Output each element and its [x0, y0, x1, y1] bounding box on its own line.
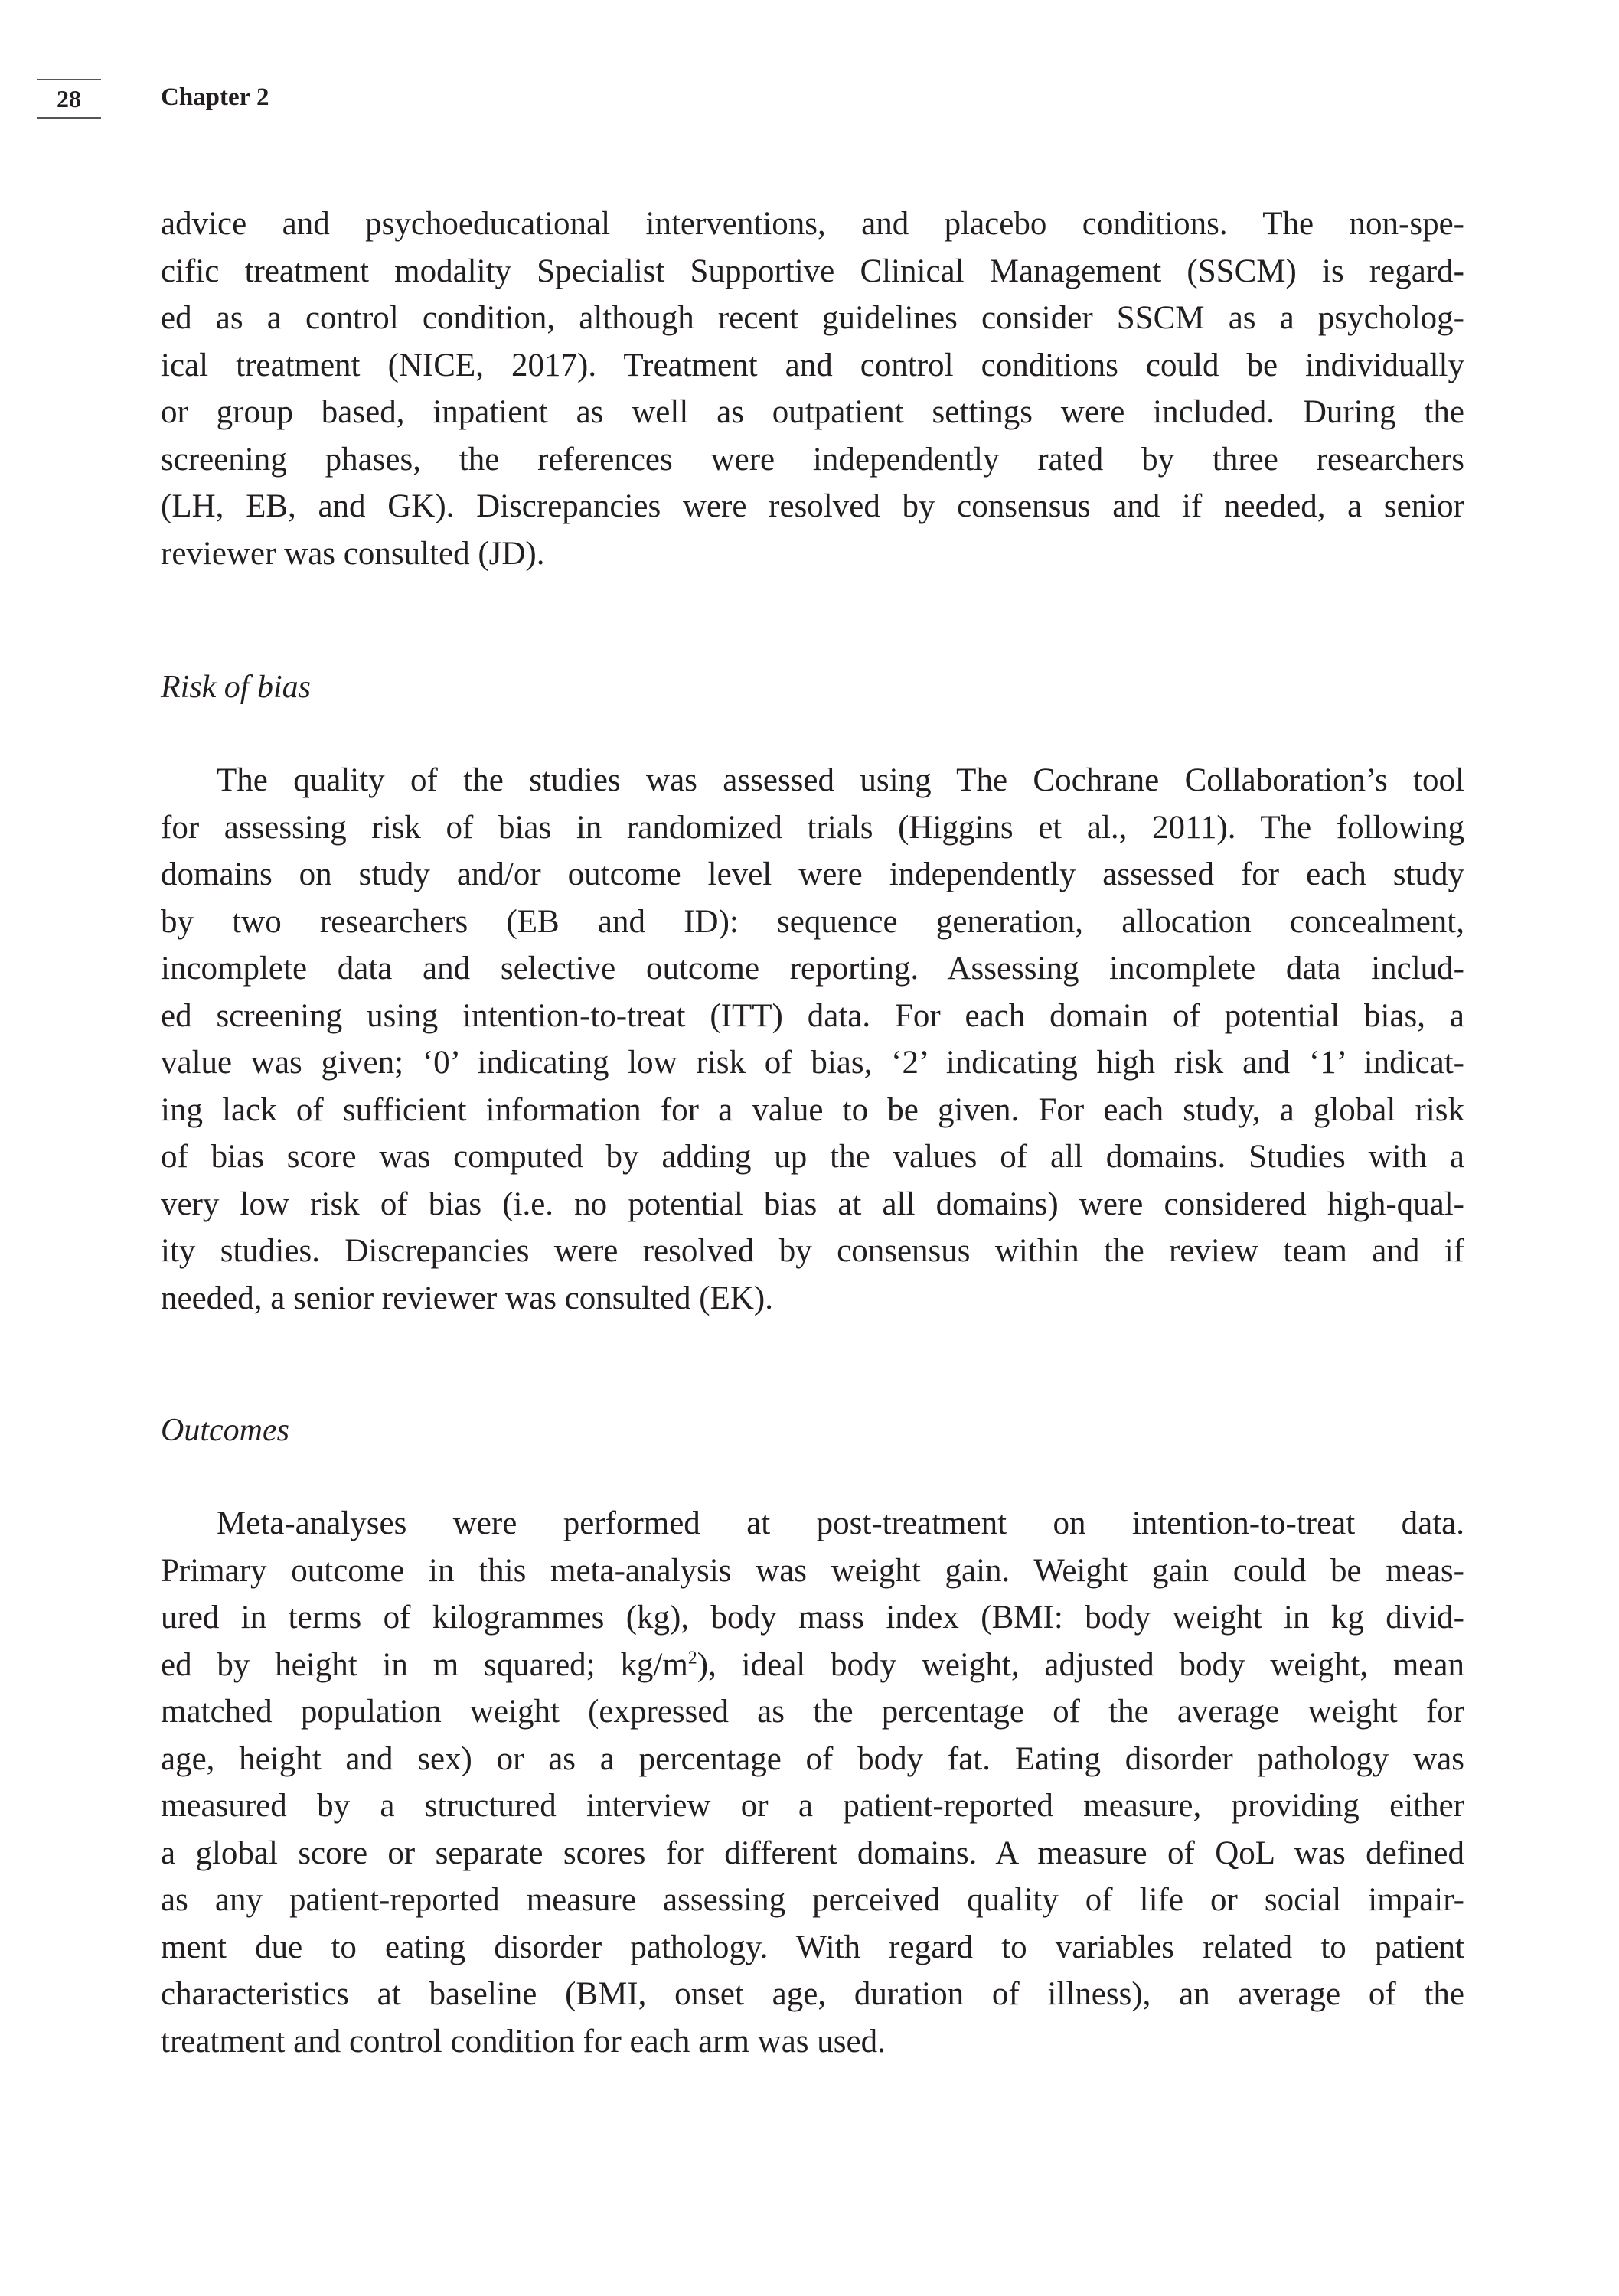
paragraph-outcomes: [161, 1500, 1464, 2065]
text-line: ed screening using intention-to-treat (ITT) data. For each domain of potential bias, a: [161, 997, 1464, 1034]
text-line: age, height and sex) or as a percentage of body fat. Eating disorder pathology was: [161, 1740, 1464, 1777]
text-span: ), ideal body weight, adjusted body weight, mean: [697, 1646, 1464, 1683]
text-line: reviewer was consulted (JD).: [161, 535, 545, 572]
text-line: Primary outcome in this meta-analysis was weight gain. Weight gain could be meas-: [161, 1552, 1464, 1589]
text-line: a global score or separate scores for different domains. A measure of QoL was defined: [161, 1835, 1464, 1871]
text-line: very low risk of bias (i.e. no potential bias at all domains) were considered high-qual-: [161, 1186, 1464, 1222]
page-number: 28: [37, 79, 101, 119]
text-line: ed as a control condition, although recent guidelines consider SSCM as a psycholog-: [161, 300, 1464, 336]
text-line: [161, 1642, 1464, 1689]
text-line: needed, a senior reviewer was consulted (EK).: [161, 1280, 773, 1316]
running-header-chapter: Chapter 2: [161, 83, 269, 111]
text-span: ed by height in m squared; kg/m: [161, 1646, 688, 1683]
text-line: domains on study and/or outcome level were independently assessed for each study: [161, 856, 1464, 892]
text-line: value was given; ‘0’ indicating low risk of bias, ‘2’ indicating high risk and ‘1’ indicat-: [161, 1045, 1464, 1081]
paragraph-risk-of-bias: [161, 757, 1464, 1322]
text-line: by two researchers (EB and ID): sequence generation, allocation concealment,: [161, 903, 1464, 940]
text-line: ity studies. Discrepancies were resolved by consensus within the review team and if: [161, 1233, 1464, 1269]
superscript: 2: [687, 1648, 697, 1668]
text-line: Meta-analyses were performed at post-treatment on intention-to-treat data.: [217, 1505, 1464, 1541]
text-line: advice and psychoeducational interventions, and placebo conditions. The non-spe-: [161, 206, 1464, 242]
text-line: ical treatment (NICE, 2017). Treatment and control conditions could be individually: [161, 347, 1464, 383]
text-line: incomplete data and selective outcome reporting. Assessing incomplete data includ-: [161, 951, 1464, 987]
text-line: ment due to eating disorder pathology. With regard to variables related to patient: [161, 1929, 1464, 1965]
text-line: of bias score was computed by adding up the values of all domains. Studies with a: [161, 1139, 1464, 1175]
text-line: measured by a structured interview or a patient-reported measure, providing either: [161, 1788, 1464, 1824]
text-line: screening phases, the references were independently rated by three researchers: [161, 441, 1464, 478]
text-line: characteristics at baseline (BMI, onset age, duration of illness), an average of the: [161, 1976, 1464, 2012]
text-line: (LH, EB, and GK). Discrepancies were resolved by consensus and if needed, a senior: [161, 488, 1464, 524]
text-line: The quality of the studies was assessed using The Cochrane Collaboration’s tool: [217, 762, 1464, 798]
heading-outcomes: Outcomes: [161, 1413, 289, 1448]
text-line: or group based, inpatient as well as outpatient settings were included. During the: [161, 394, 1464, 430]
text-line: ing lack of sufficient information for a value to be given. For each study, a global risk: [161, 1091, 1464, 1128]
paragraph-eligibility: [161, 201, 1464, 577]
text-line: treatment and control condition for each arm was used.: [161, 2023, 886, 2060]
text-line: matched population weight (expressed as the percentage of the average weight for: [161, 1694, 1464, 1730]
text-line: as any patient-reported measure assessing perceived quality of life or social impair-: [161, 1882, 1464, 1918]
text-line: ured in terms of kilogrammes (kg), body mass index (BMI: body weight in kg divid-: [161, 1600, 1464, 1636]
text-line: for assessing risk of bias in randomized trials (Higgins et al., 2011). The following: [161, 809, 1464, 846]
heading-risk-of-bias: Risk of bias: [161, 670, 311, 705]
text-line: cific treatment modality Specialist Supportive Clinical Management (SSCM) is regard-: [161, 253, 1464, 289]
